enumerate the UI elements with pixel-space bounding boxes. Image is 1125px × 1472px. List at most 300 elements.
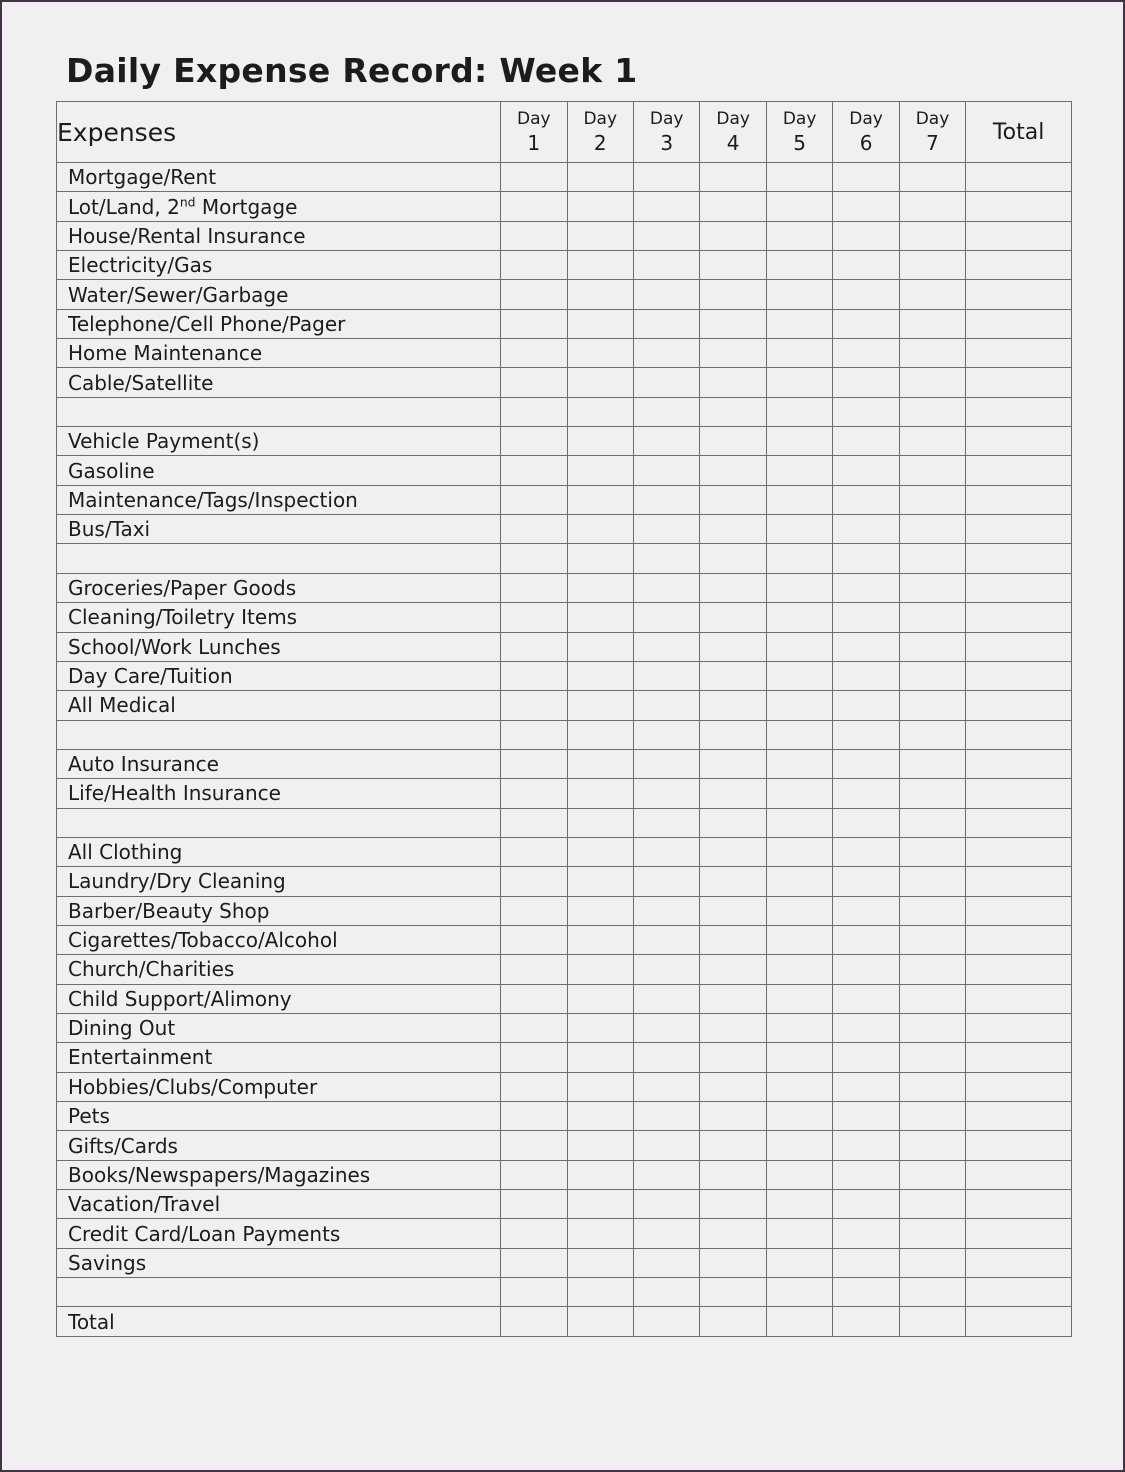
day-value-cell[interactable]: [899, 1043, 965, 1072]
day-value-cell[interactable]: [501, 515, 567, 544]
day-value-cell[interactable]: [766, 779, 832, 808]
day-value-cell[interactable]: [833, 896, 899, 925]
day-value-cell[interactable]: [567, 955, 633, 984]
total-value-cell[interactable]: [966, 1013, 1072, 1042]
day-value-cell[interactable]: [766, 896, 832, 925]
day-value-cell[interactable]: [766, 632, 832, 661]
day-value-cell[interactable]: [700, 221, 766, 250]
day-value-cell[interactable]: [567, 1131, 633, 1160]
total-value-cell[interactable]: [966, 749, 1072, 778]
day-value-cell[interactable]: [899, 163, 965, 192]
day-value-cell[interactable]: [700, 1102, 766, 1131]
day-value-cell[interactable]: [833, 1013, 899, 1042]
day-value-cell[interactable]: [700, 632, 766, 661]
day-value-cell[interactable]: [700, 397, 766, 426]
day-value-cell[interactable]: [501, 984, 567, 1013]
day-value-cell[interactable]: [633, 1013, 699, 1042]
day-value-cell[interactable]: [501, 251, 567, 280]
day-value-cell[interactable]: [700, 485, 766, 514]
day-value-cell[interactable]: [700, 925, 766, 954]
day-value-cell[interactable]: [633, 603, 699, 632]
day-value-cell[interactable]: [700, 720, 766, 749]
day-value-cell[interactable]: [633, 515, 699, 544]
total-value-cell[interactable]: [966, 1307, 1072, 1336]
day-value-cell[interactable]: [633, 808, 699, 837]
day-value-cell[interactable]: [899, 192, 965, 221]
day-value-cell[interactable]: [833, 837, 899, 866]
day-value-cell[interactable]: [833, 515, 899, 544]
day-value-cell[interactable]: [766, 955, 832, 984]
day-value-cell[interactable]: [567, 749, 633, 778]
day-value-cell[interactable]: [567, 1043, 633, 1072]
day-value-cell[interactable]: [501, 339, 567, 368]
day-value-cell[interactable]: [567, 163, 633, 192]
day-value-cell[interactable]: [766, 221, 832, 250]
day-value-cell[interactable]: [833, 867, 899, 896]
total-value-cell[interactable]: [966, 544, 1072, 573]
day-value-cell[interactable]: [633, 1307, 699, 1336]
total-value-cell[interactable]: [966, 573, 1072, 602]
total-value-cell[interactable]: [966, 251, 1072, 280]
total-value-cell[interactable]: [966, 397, 1072, 426]
day-value-cell[interactable]: [833, 251, 899, 280]
day-value-cell[interactable]: [567, 368, 633, 397]
day-value-cell[interactable]: [700, 749, 766, 778]
day-value-cell[interactable]: [567, 339, 633, 368]
total-value-cell[interactable]: [966, 280, 1072, 309]
day-value-cell[interactable]: [700, 456, 766, 485]
day-value-cell[interactable]: [501, 867, 567, 896]
day-value-cell[interactable]: [899, 749, 965, 778]
day-value-cell[interactable]: [567, 544, 633, 573]
day-value-cell[interactable]: [833, 280, 899, 309]
day-value-cell[interactable]: [766, 368, 832, 397]
day-value-cell[interactable]: [700, 1043, 766, 1072]
day-value-cell[interactable]: [700, 896, 766, 925]
day-value-cell[interactable]: [833, 1190, 899, 1219]
day-value-cell[interactable]: [700, 1248, 766, 1277]
day-value-cell[interactable]: [633, 867, 699, 896]
total-value-cell[interactable]: [966, 309, 1072, 338]
day-value-cell[interactable]: [567, 515, 633, 544]
day-value-cell[interactable]: [833, 1131, 899, 1160]
day-value-cell[interactable]: [567, 1102, 633, 1131]
day-value-cell[interactable]: [899, 544, 965, 573]
day-value-cell[interactable]: [501, 1102, 567, 1131]
day-value-cell[interactable]: [700, 691, 766, 720]
day-value-cell[interactable]: [833, 955, 899, 984]
day-value-cell[interactable]: [501, 309, 567, 338]
day-value-cell[interactable]: [899, 427, 965, 456]
day-value-cell[interactable]: [766, 1278, 832, 1307]
day-value-cell[interactable]: [567, 1307, 633, 1336]
total-value-cell[interactable]: [966, 837, 1072, 866]
day-value-cell[interactable]: [501, 485, 567, 514]
day-value-cell[interactable]: [700, 192, 766, 221]
day-value-cell[interactable]: [700, 251, 766, 280]
day-value-cell[interactable]: [833, 1307, 899, 1336]
day-value-cell[interactable]: [899, 1219, 965, 1248]
day-value-cell[interactable]: [633, 779, 699, 808]
day-value-cell[interactable]: [766, 192, 832, 221]
total-value-cell[interactable]: [966, 808, 1072, 837]
day-value-cell[interactable]: [567, 896, 633, 925]
day-value-cell[interactable]: [833, 691, 899, 720]
day-value-cell[interactable]: [833, 1248, 899, 1277]
day-value-cell[interactable]: [567, 1190, 633, 1219]
day-value-cell[interactable]: [833, 1102, 899, 1131]
day-value-cell[interactable]: [833, 1219, 899, 1248]
day-value-cell[interactable]: [567, 632, 633, 661]
day-value-cell[interactable]: [700, 339, 766, 368]
total-value-cell[interactable]: [966, 221, 1072, 250]
day-value-cell[interactable]: [766, 1131, 832, 1160]
day-value-cell[interactable]: [899, 221, 965, 250]
day-value-cell[interactable]: [766, 515, 832, 544]
day-value-cell[interactable]: [700, 661, 766, 690]
day-value-cell[interactable]: [633, 1102, 699, 1131]
day-value-cell[interactable]: [633, 925, 699, 954]
day-value-cell[interactable]: [633, 1131, 699, 1160]
day-value-cell[interactable]: [567, 573, 633, 602]
day-value-cell[interactable]: [899, 1190, 965, 1219]
day-value-cell[interactable]: [700, 515, 766, 544]
day-value-cell[interactable]: [899, 1131, 965, 1160]
day-value-cell[interactable]: [700, 544, 766, 573]
day-value-cell[interactable]: [567, 720, 633, 749]
total-value-cell[interactable]: [966, 1160, 1072, 1189]
day-value-cell[interactable]: [766, 867, 832, 896]
day-value-cell[interactable]: [567, 925, 633, 954]
day-value-cell[interactable]: [833, 720, 899, 749]
day-value-cell[interactable]: [567, 837, 633, 866]
total-value-cell[interactable]: [966, 925, 1072, 954]
day-value-cell[interactable]: [567, 1013, 633, 1042]
day-value-cell[interactable]: [700, 1190, 766, 1219]
day-value-cell[interactable]: [899, 955, 965, 984]
day-value-cell[interactable]: [766, 1307, 832, 1336]
day-value-cell[interactable]: [567, 984, 633, 1013]
day-value-cell[interactable]: [501, 925, 567, 954]
total-value-cell[interactable]: [966, 955, 1072, 984]
day-value-cell[interactable]: [899, 1072, 965, 1101]
total-value-cell[interactable]: [966, 779, 1072, 808]
day-value-cell[interactable]: [501, 1307, 567, 1336]
day-value-cell[interactable]: [766, 691, 832, 720]
day-value-cell[interactable]: [899, 485, 965, 514]
day-value-cell[interactable]: [633, 837, 699, 866]
day-value-cell[interactable]: [501, 427, 567, 456]
day-value-cell[interactable]: [899, 515, 965, 544]
day-value-cell[interactable]: [700, 867, 766, 896]
day-value-cell[interactable]: [567, 456, 633, 485]
day-value-cell[interactable]: [633, 632, 699, 661]
day-value-cell[interactable]: [899, 1160, 965, 1189]
day-value-cell[interactable]: [633, 1219, 699, 1248]
day-value-cell[interactable]: [501, 1013, 567, 1042]
day-value-cell[interactable]: [899, 779, 965, 808]
day-value-cell[interactable]: [766, 720, 832, 749]
day-value-cell[interactable]: [766, 397, 832, 426]
day-value-cell[interactable]: [766, 1072, 832, 1101]
day-value-cell[interactable]: [899, 867, 965, 896]
day-value-cell[interactable]: [633, 1072, 699, 1101]
day-value-cell[interactable]: [501, 280, 567, 309]
total-value-cell[interactable]: [966, 339, 1072, 368]
day-value-cell[interactable]: [633, 163, 699, 192]
day-value-cell[interactable]: [899, 1278, 965, 1307]
day-value-cell[interactable]: [633, 955, 699, 984]
total-value-cell[interactable]: [966, 427, 1072, 456]
day-value-cell[interactable]: [633, 192, 699, 221]
day-value-cell[interactable]: [501, 221, 567, 250]
day-value-cell[interactable]: [700, 280, 766, 309]
day-value-cell[interactable]: [567, 661, 633, 690]
day-value-cell[interactable]: [567, 397, 633, 426]
day-value-cell[interactable]: [633, 1160, 699, 1189]
day-value-cell[interactable]: [766, 925, 832, 954]
day-value-cell[interactable]: [766, 1102, 832, 1131]
day-value-cell[interactable]: [567, 221, 633, 250]
day-value-cell[interactable]: [567, 427, 633, 456]
day-value-cell[interactable]: [766, 837, 832, 866]
day-value-cell[interactable]: [766, 1043, 832, 1072]
day-value-cell[interactable]: [766, 661, 832, 690]
total-value-cell[interactable]: [966, 1072, 1072, 1101]
day-value-cell[interactable]: [633, 896, 699, 925]
day-value-cell[interactable]: [633, 221, 699, 250]
total-value-cell[interactable]: [966, 603, 1072, 632]
day-value-cell[interactable]: [899, 896, 965, 925]
day-value-cell[interactable]: [833, 779, 899, 808]
day-value-cell[interactable]: [501, 749, 567, 778]
day-value-cell[interactable]: [833, 339, 899, 368]
day-value-cell[interactable]: [899, 1307, 965, 1336]
day-value-cell[interactable]: [766, 808, 832, 837]
day-value-cell[interactable]: [833, 485, 899, 514]
day-value-cell[interactable]: [833, 1043, 899, 1072]
day-value-cell[interactable]: [501, 808, 567, 837]
day-value-cell[interactable]: [501, 368, 567, 397]
day-value-cell[interactable]: [766, 163, 832, 192]
day-value-cell[interactable]: [501, 1248, 567, 1277]
day-value-cell[interactable]: [700, 573, 766, 602]
day-value-cell[interactable]: [766, 1219, 832, 1248]
total-value-cell[interactable]: [966, 661, 1072, 690]
day-value-cell[interactable]: [633, 397, 699, 426]
day-value-cell[interactable]: [833, 427, 899, 456]
day-value-cell[interactable]: [700, 1278, 766, 1307]
day-value-cell[interactable]: [766, 544, 832, 573]
day-value-cell[interactable]: [501, 1043, 567, 1072]
day-value-cell[interactable]: [567, 1072, 633, 1101]
day-value-cell[interactable]: [501, 1072, 567, 1101]
day-value-cell[interactable]: [833, 749, 899, 778]
day-value-cell[interactable]: [700, 1307, 766, 1336]
day-value-cell[interactable]: [501, 955, 567, 984]
day-value-cell[interactable]: [633, 339, 699, 368]
day-value-cell[interactable]: [766, 1160, 832, 1189]
day-value-cell[interactable]: [899, 339, 965, 368]
day-value-cell[interactable]: [633, 1278, 699, 1307]
day-value-cell[interactable]: [700, 309, 766, 338]
day-value-cell[interactable]: [700, 955, 766, 984]
day-value-cell[interactable]: [700, 1160, 766, 1189]
day-value-cell[interactable]: [833, 221, 899, 250]
day-value-cell[interactable]: [766, 1013, 832, 1042]
day-value-cell[interactable]: [899, 309, 965, 338]
day-value-cell[interactable]: [633, 427, 699, 456]
day-value-cell[interactable]: [833, 397, 899, 426]
day-value-cell[interactable]: [766, 339, 832, 368]
day-value-cell[interactable]: [833, 603, 899, 632]
day-value-cell[interactable]: [766, 427, 832, 456]
day-value-cell[interactable]: [501, 1278, 567, 1307]
day-value-cell[interactable]: [633, 368, 699, 397]
day-value-cell[interactable]: [766, 984, 832, 1013]
day-value-cell[interactable]: [633, 251, 699, 280]
day-value-cell[interactable]: [501, 779, 567, 808]
day-value-cell[interactable]: [700, 1131, 766, 1160]
total-value-cell[interactable]: [966, 456, 1072, 485]
day-value-cell[interactable]: [700, 427, 766, 456]
day-value-cell[interactable]: [700, 1072, 766, 1101]
total-value-cell[interactable]: [966, 1190, 1072, 1219]
total-value-cell[interactable]: [966, 163, 1072, 192]
total-value-cell[interactable]: [966, 720, 1072, 749]
day-value-cell[interactable]: [833, 632, 899, 661]
day-value-cell[interactable]: [501, 603, 567, 632]
day-value-cell[interactable]: [833, 1160, 899, 1189]
day-value-cell[interactable]: [633, 485, 699, 514]
day-value-cell[interactable]: [766, 573, 832, 602]
day-value-cell[interactable]: [833, 1278, 899, 1307]
day-value-cell[interactable]: [633, 280, 699, 309]
day-value-cell[interactable]: [633, 984, 699, 1013]
day-value-cell[interactable]: [833, 984, 899, 1013]
day-value-cell[interactable]: [633, 309, 699, 338]
day-value-cell[interactable]: [899, 397, 965, 426]
day-value-cell[interactable]: [700, 984, 766, 1013]
day-value-cell[interactable]: [766, 749, 832, 778]
day-value-cell[interactable]: [567, 309, 633, 338]
day-value-cell[interactable]: [501, 544, 567, 573]
day-value-cell[interactable]: [766, 1248, 832, 1277]
day-value-cell[interactable]: [567, 808, 633, 837]
day-value-cell[interactable]: [567, 251, 633, 280]
day-value-cell[interactable]: [766, 456, 832, 485]
day-value-cell[interactable]: [633, 544, 699, 573]
day-value-cell[interactable]: [833, 808, 899, 837]
day-value-cell[interactable]: [567, 603, 633, 632]
day-value-cell[interactable]: [833, 573, 899, 602]
day-value-cell[interactable]: [501, 397, 567, 426]
day-value-cell[interactable]: [700, 779, 766, 808]
day-value-cell[interactable]: [501, 632, 567, 661]
day-value-cell[interactable]: [633, 1248, 699, 1277]
day-value-cell[interactable]: [633, 691, 699, 720]
day-value-cell[interactable]: [833, 1072, 899, 1101]
day-value-cell[interactable]: [899, 925, 965, 954]
day-value-cell[interactable]: [501, 837, 567, 866]
day-value-cell[interactable]: [899, 1102, 965, 1131]
day-value-cell[interactable]: [567, 280, 633, 309]
day-value-cell[interactable]: [567, 485, 633, 514]
day-value-cell[interactable]: [567, 192, 633, 221]
day-value-cell[interactable]: [501, 896, 567, 925]
total-value-cell[interactable]: [966, 368, 1072, 397]
day-value-cell[interactable]: [899, 720, 965, 749]
day-value-cell[interactable]: [833, 544, 899, 573]
day-value-cell[interactable]: [700, 163, 766, 192]
total-value-cell[interactable]: [966, 1131, 1072, 1160]
total-value-cell[interactable]: [966, 515, 1072, 544]
day-value-cell[interactable]: [899, 808, 965, 837]
day-value-cell[interactable]: [766, 603, 832, 632]
day-value-cell[interactable]: [899, 603, 965, 632]
day-value-cell[interactable]: [899, 573, 965, 602]
day-value-cell[interactable]: [567, 1219, 633, 1248]
day-value-cell[interactable]: [633, 749, 699, 778]
day-value-cell[interactable]: [899, 1248, 965, 1277]
total-value-cell[interactable]: [966, 192, 1072, 221]
day-value-cell[interactable]: [833, 456, 899, 485]
day-value-cell[interactable]: [766, 485, 832, 514]
day-value-cell[interactable]: [501, 192, 567, 221]
day-value-cell[interactable]: [501, 720, 567, 749]
day-value-cell[interactable]: [899, 368, 965, 397]
day-value-cell[interactable]: [899, 984, 965, 1013]
day-value-cell[interactable]: [501, 573, 567, 602]
day-value-cell[interactable]: [567, 691, 633, 720]
day-value-cell[interactable]: [700, 603, 766, 632]
day-value-cell[interactable]: [501, 1190, 567, 1219]
total-value-cell[interactable]: [966, 1219, 1072, 1248]
day-value-cell[interactable]: [766, 1190, 832, 1219]
day-value-cell[interactable]: [567, 1278, 633, 1307]
day-value-cell[interactable]: [833, 309, 899, 338]
day-value-cell[interactable]: [833, 368, 899, 397]
day-value-cell[interactable]: [700, 368, 766, 397]
day-value-cell[interactable]: [833, 163, 899, 192]
day-value-cell[interactable]: [700, 1219, 766, 1248]
day-value-cell[interactable]: [899, 661, 965, 690]
day-value-cell[interactable]: [899, 251, 965, 280]
total-value-cell[interactable]: [966, 1102, 1072, 1131]
day-value-cell[interactable]: [633, 456, 699, 485]
total-value-cell[interactable]: [966, 867, 1072, 896]
day-value-cell[interactable]: [766, 309, 832, 338]
day-value-cell[interactable]: [700, 808, 766, 837]
day-value-cell[interactable]: [567, 779, 633, 808]
day-value-cell[interactable]: [567, 1160, 633, 1189]
total-value-cell[interactable]: [966, 1043, 1072, 1072]
day-value-cell[interactable]: [501, 661, 567, 690]
total-value-cell[interactable]: [966, 485, 1072, 514]
day-value-cell[interactable]: [899, 632, 965, 661]
day-value-cell[interactable]: [899, 691, 965, 720]
day-value-cell[interactable]: [501, 1219, 567, 1248]
day-value-cell[interactable]: [567, 867, 633, 896]
day-value-cell[interactable]: [700, 837, 766, 866]
total-value-cell[interactable]: [966, 632, 1072, 661]
day-value-cell[interactable]: [633, 1190, 699, 1219]
day-value-cell[interactable]: [567, 1248, 633, 1277]
day-value-cell[interactable]: [633, 573, 699, 602]
day-value-cell[interactable]: [899, 837, 965, 866]
total-value-cell[interactable]: [966, 896, 1072, 925]
day-value-cell[interactable]: [633, 720, 699, 749]
